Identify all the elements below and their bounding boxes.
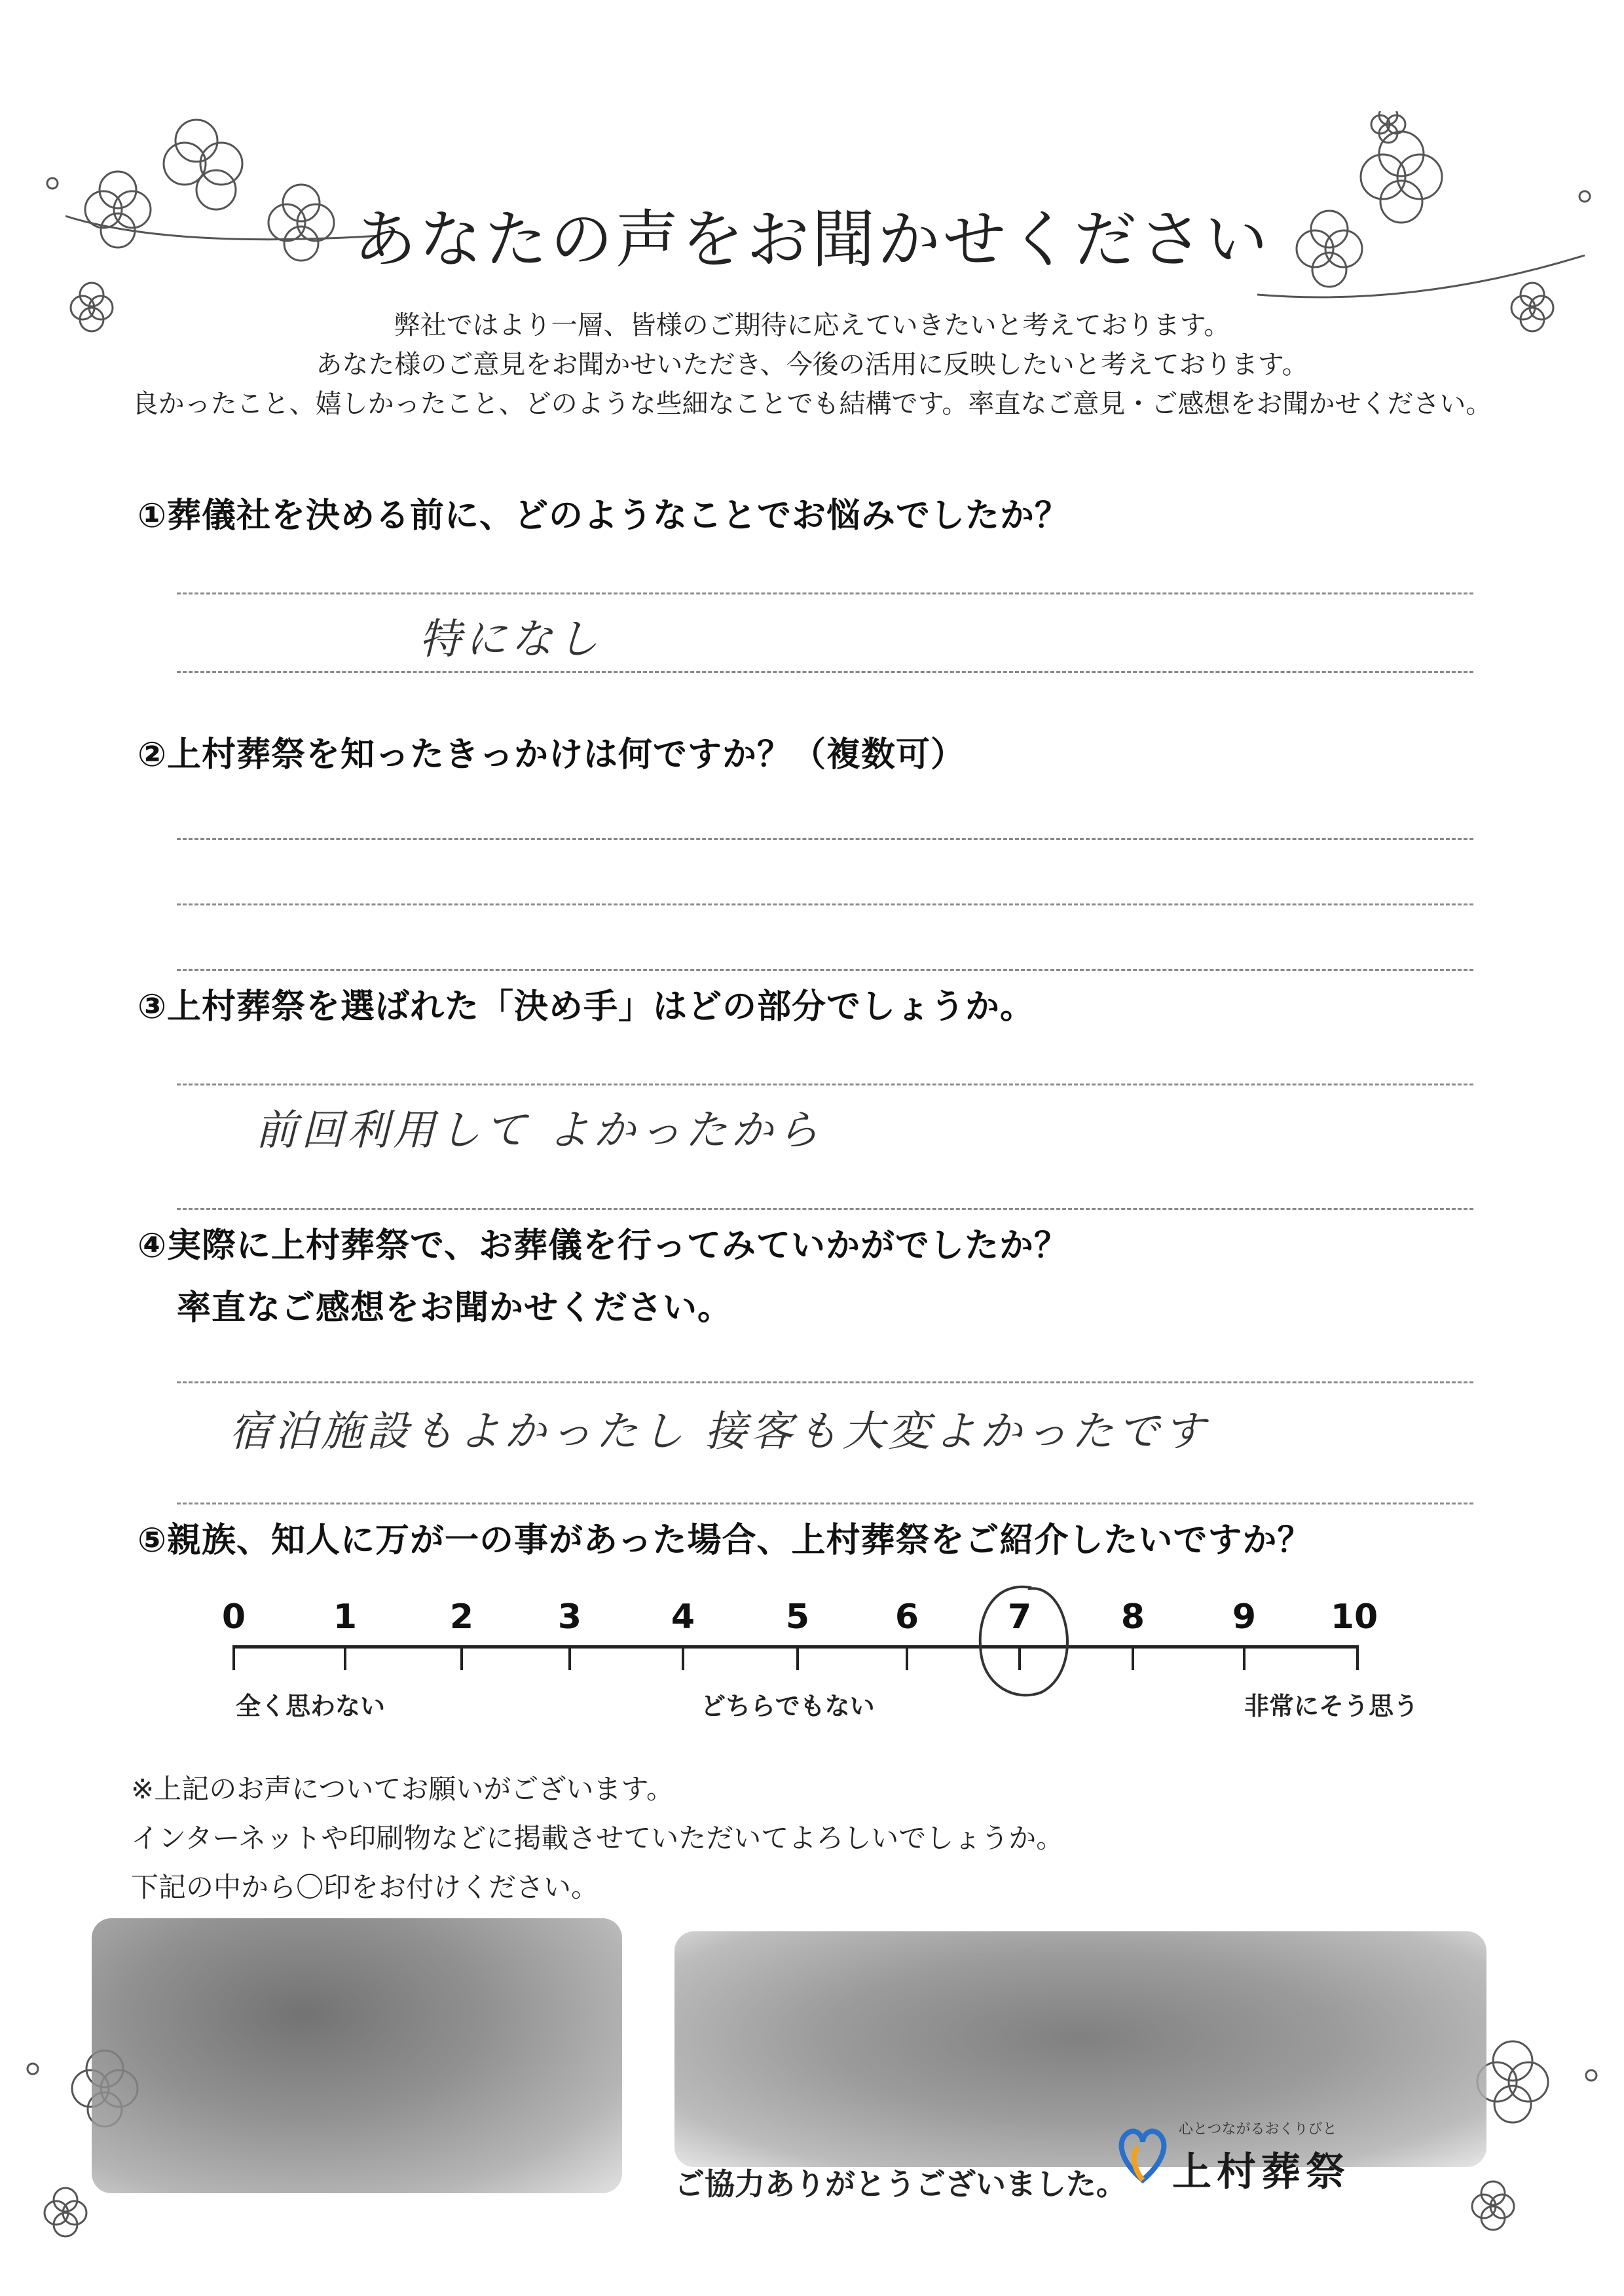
scale-tick <box>1243 1647 1246 1670</box>
answer-line <box>177 592 1473 594</box>
brand-name: 上村葬祭 <box>1172 2149 1350 2195</box>
scale-number-10[interactable]: 10 <box>1330 1597 1378 1637</box>
question-1-label: ①葬儀社を決める前に、どのようなことでお悩みでしたか？ <box>138 496 1070 536</box>
scale-number-5[interactable]: 5 <box>785 1597 810 1637</box>
answer-line <box>177 969 1473 971</box>
scale-tick <box>344 1647 346 1670</box>
redacted-area-left <box>92 1918 622 2193</box>
scale-number-6[interactable]: 6 <box>895 1597 919 1637</box>
thanks-message: ご協力ありがとうございました。 <box>674 2166 1126 2202</box>
scale-number-4[interactable]: 4 <box>671 1597 695 1637</box>
question-4-label-line-2: 率直なご感想をお聞かせください。 <box>177 1288 733 1328</box>
scale-number-7[interactable]: 7 <box>1007 1597 1032 1637</box>
intro-line-2: あなた様のご意見をお聞かせいただき、今後の活用に反映したいと考えております。 <box>316 350 1308 380</box>
answer-line <box>177 1084 1473 1085</box>
scale-number-2[interactable]: 2 <box>449 1597 474 1637</box>
question-1-answer[interactable]: 特になし <box>419 615 602 664</box>
scale-tick <box>568 1647 571 1670</box>
scale-low-label: 全く思わない <box>236 1692 386 1721</box>
scale-tick <box>682 1647 684 1670</box>
note-line-2: インターネットや印刷物などに掲載させていただいてよろしいでしょうか。 <box>131 1822 1064 1854</box>
scale-tick <box>460 1647 463 1670</box>
scale-number-0[interactable]: 0 <box>221 1597 246 1637</box>
note-line-3: 下記の中から〇印をお付けください。 <box>131 1871 599 1903</box>
question-4-answer[interactable]: 宿泊施設もよかったし 接客も大変よかったです <box>229 1408 1209 1456</box>
question-3-answer[interactable]: 前回利用して よかったから <box>255 1106 823 1155</box>
answer-line <box>177 1381 1473 1383</box>
scale-tick <box>796 1647 799 1670</box>
question-5-label: ⑤親族、知人に万が一の事があった場合、上村葬祭をご紹介したいですか？ <box>138 1521 1312 1560</box>
answer-line <box>177 903 1473 905</box>
redacted-area-right <box>674 1931 1486 2167</box>
brand-tagline: 心とつながるおくりびと <box>1179 2121 1337 2138</box>
brand-logo-icon <box>1113 2121 1172 2187</box>
question-4-label-line-1: ④実際に上村葬祭で、お葬儀を行ってみていかがでしたか？ <box>138 1226 1069 1266</box>
scale-number-8[interactable]: 8 <box>1120 1597 1145 1637</box>
selected-rating-circle <box>969 1575 1080 1712</box>
scale-tick <box>232 1647 235 1670</box>
page-title: あなたの声をお聞かせください <box>354 203 1270 276</box>
answer-line <box>177 671 1473 673</box>
scale-tick <box>1132 1647 1134 1670</box>
answer-line <box>177 1208 1473 1210</box>
scale-axis <box>232 1645 1359 1649</box>
scale-tick <box>906 1647 908 1670</box>
question-3-label: ③上村葬祭を選ばれた「決め手」はどの部分でしょうか。 <box>138 987 1035 1027</box>
scale-tick <box>1356 1647 1359 1670</box>
note-line-1: ※上記のお声についてお願いがございます。 <box>131 1773 674 1805</box>
scale-mid-label: どちらでもない <box>701 1692 875 1721</box>
scale-number-1[interactable]: 1 <box>333 1597 358 1637</box>
scale-number-9[interactable]: 9 <box>1232 1597 1257 1637</box>
intro-line-3: 良かったこと、嬉しかったこと、どのような些細なことでも結構です。率直なご意見・ご感想をお聞かせください。 <box>132 389 1492 419</box>
question-2-label: ②上村葬祭を知ったきっかけは何ですか？（複数可） <box>138 735 966 774</box>
scale-high-label: 非常にそう思う <box>1244 1692 1419 1721</box>
scale-number-3[interactable]: 3 <box>557 1597 582 1637</box>
answer-line <box>177 838 1473 840</box>
intro-line-1: 弊社ではより一層、皆様のご期待に応えていきたいと考えております。 <box>394 310 1230 340</box>
answer-line <box>177 1503 1473 1504</box>
